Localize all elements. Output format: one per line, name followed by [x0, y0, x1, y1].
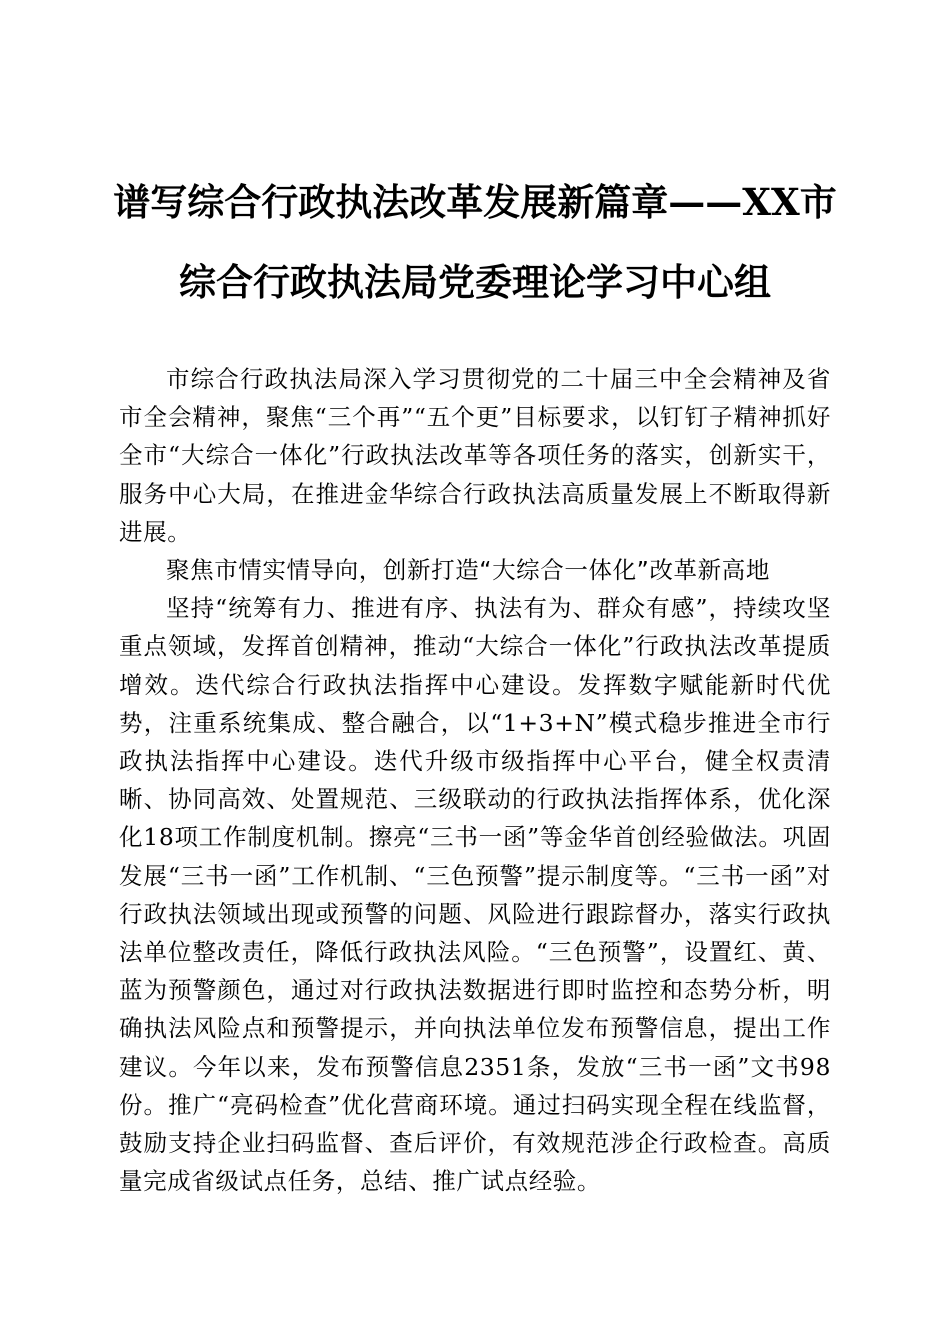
title-line-2: 综合行政执法局党委理论学习中心组: [179, 260, 771, 304]
intro-paragraph: 市综合行政执法局深入学习贯彻党的二十届三中全会精神及省市全会精神，聚焦“三个再”“五个更”目标要求，以钉钉子精神抓好全市“大综合一体化”行政执法改革等各项任务的落实，创新实干，服务中心大局，在推进金华综合行政执法高质量发展上不断取得新进展。: [119, 365, 831, 546]
title-line-1: 谱写综合行政执法改革发展新篇章——XX市: [113, 180, 837, 224]
section-paragraph: 坚持“统筹有力、推进有序、执法有为、群众有感”，持续攻坚重点领域，发挥首创精神，推动“大综合一体化”行政执法改革提质增效。迭代综合行政执法指挥中心建设。发挥数字赋能新时代优势，注重系统集成、整合融合，以“1+3+N”模式稳步推进全市行政执法指挥中心建设。迭代升级市级指挥中心平台，健全权责清晰、协同高效、处置规范、三级联动的行政执法指挥体系，优化深化18项工作制度机制。擦亮“三书一函”等金华首创经验做法。巩固发展“三书一函”工作机制、“三色预警”提示制度等。“三书一函”对行政执法领域出现或预警的问题、风险进行跟踪督办，落实行政执法单位整改责任，降低行政执法风险。“三色预警”，设置红、黄、蓝为预警颜色，通过对行政执法数据进行即时监控和态势分析，明确执法风险点和预警提示，并向执法单位发布预警信息，提出工作建议。今年以来，发布预警信息2351条，发放“三书一函”文书98份。推广“亮码检查”优化营商环境。通过扫码实现全程在线监督，鼓励支持企业扫码监督、查后评价，有效规范涉企行政检查。高质量完成省级试点任务，总结、推广试点经验。: [119, 594, 831, 1196]
document-title: [100, 162, 850, 322]
section-heading: 聚焦市情实情导向，创新打造“大综合一体化”改革新高地: [166, 556, 770, 585]
document-body: [119, 360, 831, 1200]
